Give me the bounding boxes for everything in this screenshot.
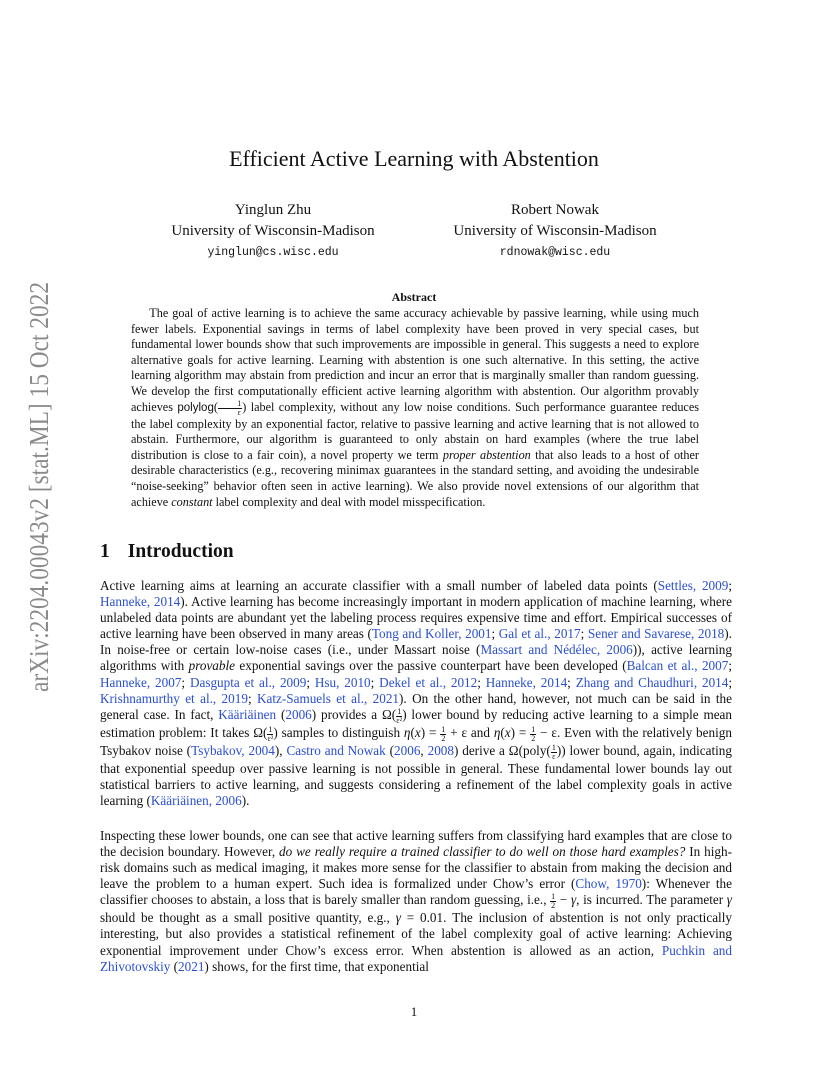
citation-link[interactable]: Kääriäinen, 2006 bbox=[150, 792, 242, 808]
paper-title: Efficient Active Learning with Abstention bbox=[229, 146, 599, 171]
citation-link[interactable]: Dekel et al., 2012 bbox=[379, 674, 478, 690]
citation-link[interactable]: Hanneke, 2007 bbox=[100, 674, 182, 690]
citation-link[interactable]: Krishnamurthy et al., 2019 bbox=[100, 690, 248, 706]
citation-link[interactable]: Kääriäinen bbox=[218, 706, 277, 722]
citation-link[interactable]: Katz-Samuels et al., 2021 bbox=[256, 690, 400, 706]
citation-link[interactable]: Dasgupta et al., 2009 bbox=[189, 674, 307, 690]
intro-paragraph-1: Active learning aims at learning an accurate classifier with a small number of labeled data points (Settles, 2009; Hanneke, 2014). Active learning has become increasingly important in modern application of machine learning, where unlabeled data points are abundant yet the labeling process requires expensive time and effort. Empirical successes of active learning have been observed in many areas (Tong and Koller, 2001; Gal et al., 2017; Sener and Savarese, 2018). In noise-free or certain low-noise cases (i.e., under Massart noise (Massart and Nédélec, 2006)), active learning algorithms with provable exponential savings over the passive counterpart have been developed (Balcan et al., 2007; Hanneke, 2007; Dasgupta et al., 2009; Hsu, 2010; Dekel et al., 2012; Hanneke, 2014; Zhang and Chaudhuri, 2014; Krishnamurthy et al., 2019; Katz-Samuels et al., 2021). On the other hand, however, not much can be said in the general case. In fact, Kääriäinen (2006) provides a Ω( $\frac{1}{\text{ε²}}$ ) lower bound by reducing active learning to a simple mean estimation problem: It takes Ω( $\frac{1}{\text{ε²}}$ ) samples to distinguish η(x) = $\frac{1}{2}$ + ε and η(x) = $\frac{1}{2}$ − ε. Even with the relatively benign Tsybakov noise (Tsybakov, 2004), Castro and Nowak (2006, 2008) derive a Ω(poly( $\frac{1}{\varepsilon}$ )) lower bound, again, indicating that exponential speedup over passive learning is not possible in general. These fundamental lower bounds lay out statistical barriers to active learning, and suggests considering a refinement of the label complexity goals in active learning (Kääriäinen, 2006). bbox=[100, 578, 733, 808]
citation-link[interactable]: Zhang and Chaudhuri, 2014 bbox=[575, 674, 729, 690]
section-heading bbox=[100, 541, 234, 563]
citation-link[interactable]: 2021 bbox=[178, 958, 205, 974]
citation-link[interactable]: Tong and Koller, 2001 bbox=[371, 626, 492, 642]
citation-link[interactable]: Sener and Savarese, 2018 bbox=[587, 626, 725, 642]
section-number: 1 bbox=[100, 541, 110, 562]
arxiv-identifier-stamp bbox=[6, 282, 66, 692]
citation-link[interactable]: Hanneke, 2014 bbox=[100, 594, 181, 610]
author-name: Robert Nowak bbox=[511, 202, 599, 218]
citation-link[interactable]: Chow, 1970 bbox=[575, 876, 642, 892]
citation-link[interactable]: Gal et al., 2017 bbox=[498, 626, 581, 642]
arxiv-identifier-text: arXiv:2204.00043v2 [stat.ML] 15 Oct 2022 bbox=[24, 282, 54, 692]
author-name: Yinglun Zhu bbox=[234, 202, 312, 218]
page-number: 1 bbox=[410, 1004, 418, 1019]
author-email: yinglun@cs.wisc.edu bbox=[207, 246, 339, 259]
citation-link[interactable]: Balcan et al., 2007 bbox=[626, 658, 729, 674]
author-affiliation: University of Wisconsin-Madison bbox=[171, 223, 375, 239]
citation-link[interactable]: 2008 bbox=[427, 742, 454, 758]
author-block-2 bbox=[425, 200, 685, 263]
author-block-1 bbox=[143, 200, 403, 263]
citation-link[interactable]: 2006 bbox=[394, 742, 421, 758]
author-affiliation: University of Wisconsin-Madison bbox=[453, 223, 657, 239]
section-title: Introduction bbox=[127, 541, 234, 562]
citation-link[interactable]: Tsybakov, 2004 bbox=[191, 742, 275, 758]
citation-link[interactable]: Castro and Nowak bbox=[286, 742, 386, 758]
citation-link[interactable]: Settles, 2009 bbox=[657, 578, 729, 593]
citation-link[interactable]: 2006 bbox=[285, 706, 312, 722]
author-email: rdnowak@wisc.edu bbox=[499, 246, 611, 259]
abstract-heading: Abstract bbox=[391, 290, 437, 304]
citation-link[interactable]: Hsu, 2010 bbox=[314, 674, 371, 690]
citation-link[interactable]: Hanneke, 2014 bbox=[485, 674, 568, 690]
citation-link[interactable]: Massart and Nédélec, 2006 bbox=[480, 642, 633, 658]
citation-link[interactable]: Puchkin and Zhivotovskiy bbox=[100, 942, 732, 974]
intro-paragraph-2: Inspecting these lower bounds, one can see that active learning suffers from classifying hard examples that are close to the decision boundary. However, do we really require a trained classifier to do well on those hard examples? In high-risk domains such as medical imaging, it makes more sense for the classifier to abstain from making the decision and leave the problem to a human expert. Such idea is formalized under Chow’s error (Chow, 1970): Whenever the classifier chooses to abstain, a loss that is barely smaller than random guessing, i.e., $\frac{1}{2}$ − γ, is incurred. The parameter γ should be thought as a small positive quantity, e.g., γ = 0.01. The inclusion of abstention is not only practically interesting, but also provides a statistical refinement of the label complexity goal of active learning: Achieving exponential improvement under Chow’s excess error. When abstention is allowed as an action, Puchkin and Zhivotovskiy (2021) shows, for the first time, that exponential bbox=[100, 828, 733, 974]
abstract-text: The goal of active learning is to achieve the same accuracy achievable by passive learning, while using much fewer labels. Exponential savings in terms of label complexity have been proved in very special cases, but fundamental lower bounds show that such improvements are impossible in general. This suggests a need to explore alternative goals for active learning. Learning with abstention is one such alternative. In this setting, the active learning algorithm may abstain from prediction and incur an error that is marginally smaller than random guessing. We develop the first computationally efficient active learning algorithm with abstention. Our algorithm provably achieves polylog( $\frac{1}{\varepsilon}$ ) label complexity, without any low noise conditions. Such performance guarantee reduces the label complexity by an exponential factor, relative to passive learning and active learning that is not allowed to abstain. Furthermore, our algorithm is guaranteed to only abstain on hard examples (where the true label distribution is close to a fair coin), a novel property we term proper abstention that also leads to a host of other desirable characteristics (e.g., recovering minimax guarantees in the standard setting, and avoiding the undesirable “noise-seeking” behavior often seen in active learning). We also provide novel extensions of our algorithm that achieve constant label complexity and deal with model misspecification. bbox=[131, 306, 699, 509]
